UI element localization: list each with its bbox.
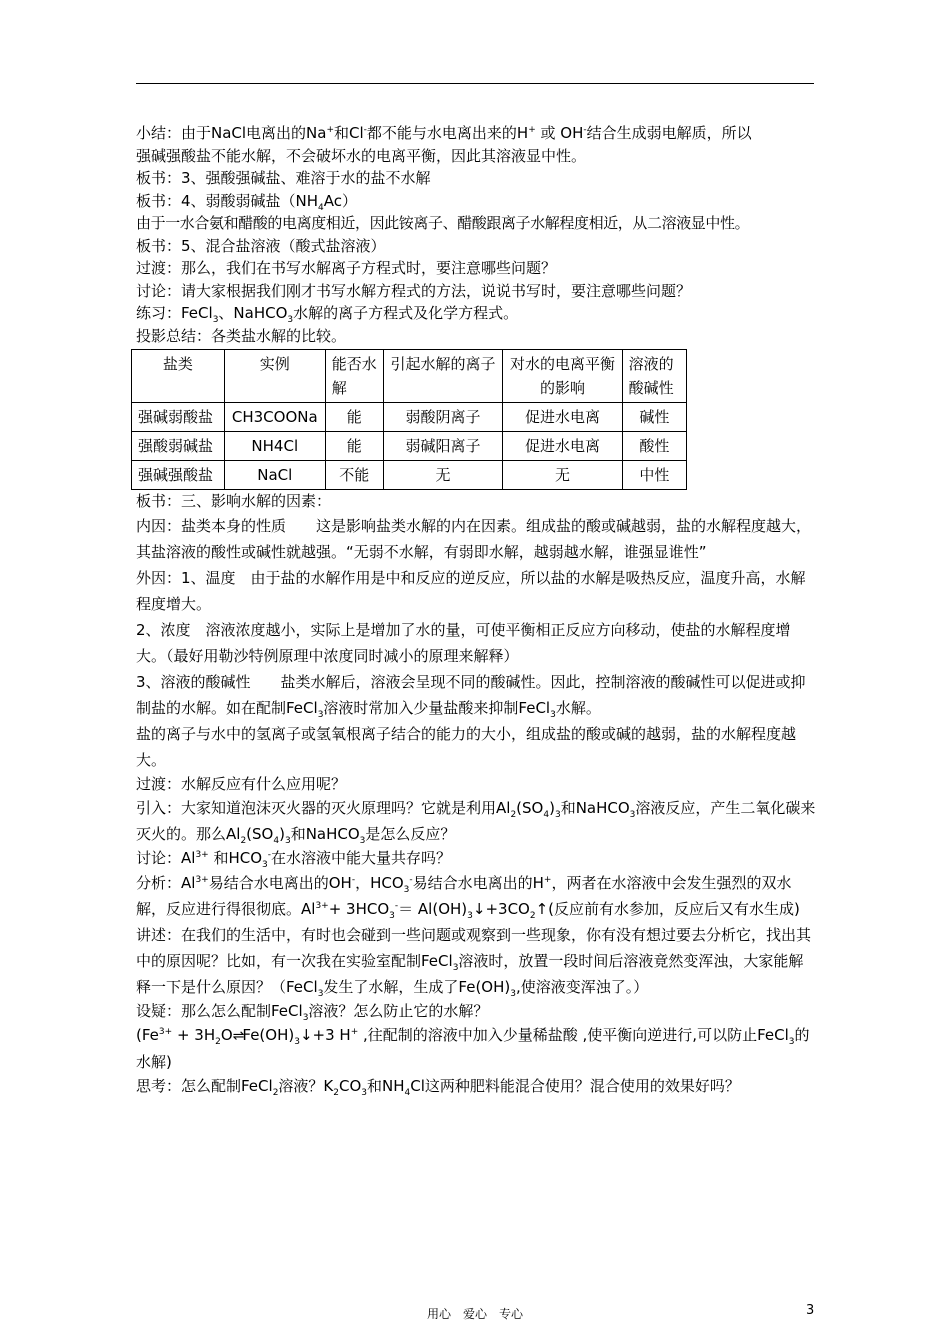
narration-fecl3: 讲述：在我们的生活中，有时也会碰到一些问题或观察到一些现象，你有没有想过要去分析它，找出其中的原因呢？比如，有一次我在实验室配制FeCl$_3$溶液时，放置一段时间后溶液竟然变浑浊，大家能解释一下是什么原因？（FeCl$_3$发生了水解，生成了$Fe(OH)_3$,使溶液变浑浊了。） (136, 925, 812, 999)
table-cell: 碱性 (622, 403, 686, 432)
table-cell: CH3COONa (224, 403, 325, 432)
table-cell: 能 (325, 432, 383, 461)
equilibrium-arrow-icon: ⇌ (232, 1028, 243, 1044)
table-cell: 促进水电离 (503, 403, 622, 432)
intro-extinguisher: 引入：大家知道泡沫灭火器的灭火原理吗？它就是利用$Al_2(SO_4)_3$和NaHCO$_3$溶液反应，产生二氧化碳来灭火的。那么$Al_2(SO_4)_3$和NaHCO$_3$是怎么反应？ (136, 799, 816, 846)
header-rule (136, 83, 814, 84)
page-number: 3 (806, 1303, 815, 1318)
internal-factor: 内因：盐类本身的性质 这是影响盐类水解的内在因素。组成盐的酸或碱越弱，盐的水解程度越大，其盐溶液的酸性或碱性就越强。“无弱不水解，有弱即水解，越弱越水解，谁强显谁性” (136, 516, 812, 561)
table-header: 实例 (224, 350, 325, 403)
transition-text: 过渡：那么，我们在书写水解离子方程式时，要注意哪些问题？ (136, 259, 557, 277)
table-cell: 强碱弱酸盐 (132, 403, 225, 432)
board-note-4: 板书：4、弱酸弱碱盐$(NH_4Ac)$ (136, 191, 358, 213)
table-header: 能否水解 (325, 350, 383, 403)
table-cell: 能 (325, 403, 383, 432)
table-header: 溶液的酸碱性 (622, 350, 686, 403)
table-cell: NaCl (224, 461, 325, 490)
table-row (132, 432, 687, 461)
table-header: 对水的电离平衡的影响 (503, 350, 622, 403)
table-header-row (132, 350, 687, 403)
page-footer: 用心 爱心 专心 (426, 1307, 523, 1321)
board-note-5: 板书：5、混合盐溶液（酸式盐溶液） (136, 236, 386, 255)
question-prepare-fecl3: 设疑：那么怎么配制FeCl$_3$溶液？怎么防止它的水解？ (136, 1001, 489, 1023)
table-cell: 强酸弱碱盐 (132, 432, 225, 461)
analysis-double-hydrolysis: 分析：$Al^{3+}$易结合水电离出的OH-，$HCO_3^-$易结合水电离出的H+，两者在水溶液中会发生强烈的双水解，反应进行得很彻底。$Al^{3+}+ 3HCO_3^-=$ $Al(OH)_3↓+3CO_2↑$(反应前有水参加，反应后又有水生成) (136, 873, 800, 921)
paragraph-summary: 小结：由于NaCl电离出的Na+和Cl-都不能与水电离出来的H+ 或 OH-结合生成弱电解质，所以 (136, 124, 752, 142)
table-row (132, 403, 687, 432)
board-note-3: 板书：3、强酸强碱盐、难溶于水的盐不水解 (136, 169, 431, 187)
projection-summary: 投影总结：各类盐水解的比较。 (136, 326, 347, 345)
table-cell: 促进水电离 (503, 432, 622, 461)
external-factor-concentration: 2、浓度 溶液浓度越小，实际上是增加了水的量，可使平衡相正反应方向移动，使盐的水解程度增大。（最好用勒沙特例原理中浓度同时减小的原理来解释） (136, 620, 791, 665)
document-body (136, 122, 816, 1098)
table-cell: 中性 (622, 461, 686, 490)
table-header: 引起水解的离子 (383, 350, 502, 403)
table-cell: 弱酸阴离子 (383, 403, 502, 432)
table-cell: NH4Cl (224, 432, 325, 461)
exercise-text: 练习：FeCl$_3$、NaHCO$_3$水解的离子方程式及化学方程式。 (136, 304, 519, 325)
equation-fecl3-hydrolysis: ($Fe^{3+}$ + $3H_2O\rightleftharpoons Fe(OH)_3↓+3$ H+ ,往配制的溶液中加入少量稀盐酸 ,使平衡向逆进行,可以防止FeCl$_3$的水解) (136, 1022, 816, 1075)
paragraph-summary-cont: 强碱强酸盐不能水解，不会破坏水的电离平衡，因此其溶液显中性。 (136, 146, 587, 165)
think-question: 思考：怎么配制FeCl$_2$溶液？$K_2CO_3$和$NH_4Cl$这两种肥料能混合使用？混合使用的效果好吗？ (136, 1077, 740, 1098)
table-cell: 不能 (325, 461, 383, 490)
discussion-coexist: 讨论：$Al^{3+}$ 和$HCO_3^-$在水溶液中能大量共存吗？ (136, 849, 452, 870)
table-cell: 无 (383, 461, 502, 490)
transition-application: 过渡：水解反应有什么应用呢？ (136, 774, 347, 793)
external-factor-temperature: 外因：1、温度 由于盐的水解作用是中和反应的逆反应，所以盐的水解是吸热反应，温度升高，水解程度增大。 (136, 568, 806, 613)
table-header: 盐类 (132, 350, 225, 403)
ion-binding-paragraph: 盐的离子与水中的氢离子或氢氧根离子结合的能力的大小，组成盐的酸或碱的越弱，盐的水解程度越大。 (136, 724, 797, 769)
table-cell: 无 (503, 461, 622, 490)
salt-hydrolysis-table (131, 349, 687, 490)
board-note-factors: 板书：三、影响水解的因素： (136, 492, 332, 510)
table-cell: 弱碱阳离子 (383, 432, 502, 461)
discussion-text: 讨论：请大家根据我们刚才书写水解方程式的方法，说说书写时，要注意哪些问题？ (136, 281, 692, 300)
external-factor-acidity: 3、溶液的酸碱性 盐类水解后，溶液会呈现不同的酸碱性。因此，控制溶液的酸碱性可以促进或抑制盐的水解。如在配制FeCl$_3$溶液时常加入少量盐酸来抑制FeCl$_3$水解。 (136, 672, 806, 720)
table-cell: 强碱强酸盐 (132, 461, 225, 490)
paragraph-ammonium: 由于一水合氨和醋酸的电离度相近，因此铵离子、醋酸跟离子水解程度相近，从二溶液显中性。 (136, 214, 750, 232)
table-cell: 酸性 (622, 432, 686, 461)
table-row (132, 461, 687, 490)
